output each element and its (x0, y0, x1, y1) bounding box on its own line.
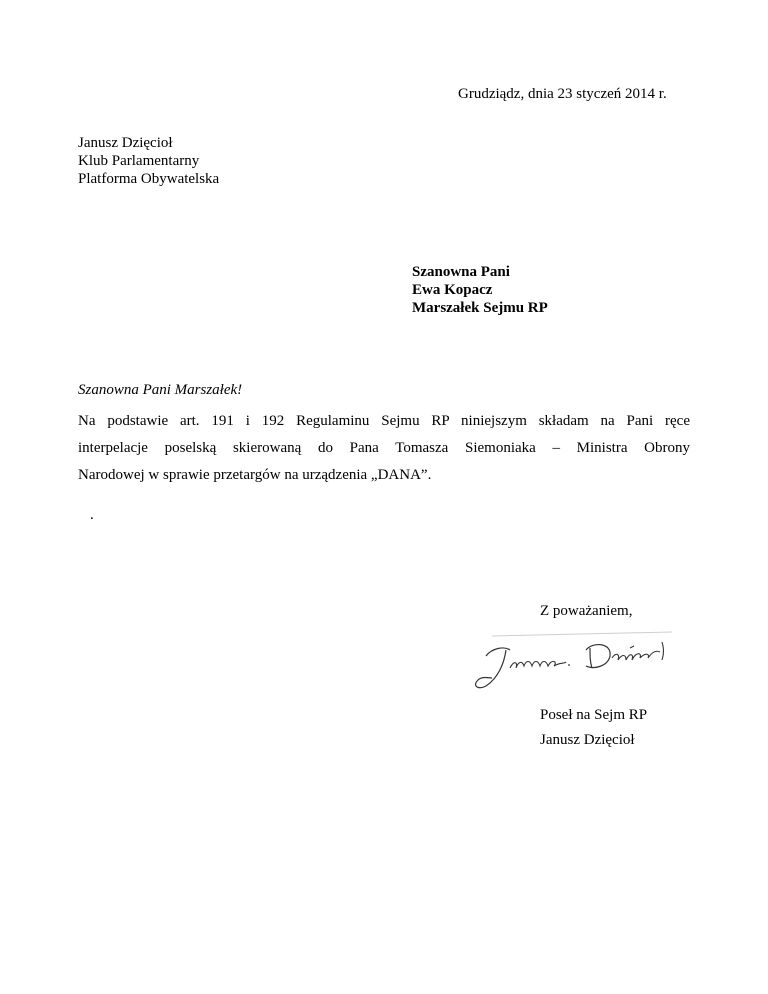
salutation: Szanowna Pani Marszałek! (78, 382, 243, 398)
sender-club: Klub Parlamentarny (78, 153, 200, 169)
body-line-1: Na podstawie art. 191 i 192 Regulaminu Sejmu RP niniejszym składam na Pani ręce (78, 413, 690, 429)
recipient-line-1: Szanowna Pani (412, 264, 510, 280)
letter-body (78, 408, 690, 489)
signer-role: Poseł na Sejm RP (540, 707, 648, 723)
recipient-block (412, 263, 548, 317)
signer-name: Janusz Dzięcioł (540, 732, 635, 748)
body-line-2: interpelacje poselską skierowaną do Pana Tomasza Siemoniaka – Ministra Obrony (78, 440, 690, 456)
recipient-line-3: Marszałek Sejmu RP (412, 300, 548, 316)
place-date: Grudziądz, dnia 23 styczeń 2014 r. (458, 86, 667, 102)
body-line-3: Narodowej w sprawie przetargów na urządzenia „DANA”. (78, 467, 432, 483)
stray-dot: . (90, 507, 94, 523)
recipient-line-2: Ewa Kopacz (412, 282, 493, 298)
sender-party: Platforma Obywatelska (78, 171, 220, 187)
sender-block (78, 134, 219, 188)
handwritten-signature (462, 628, 682, 698)
sender-name: Janusz Dzięcioł (78, 135, 173, 151)
closing: Z poważaniem, (540, 603, 633, 619)
